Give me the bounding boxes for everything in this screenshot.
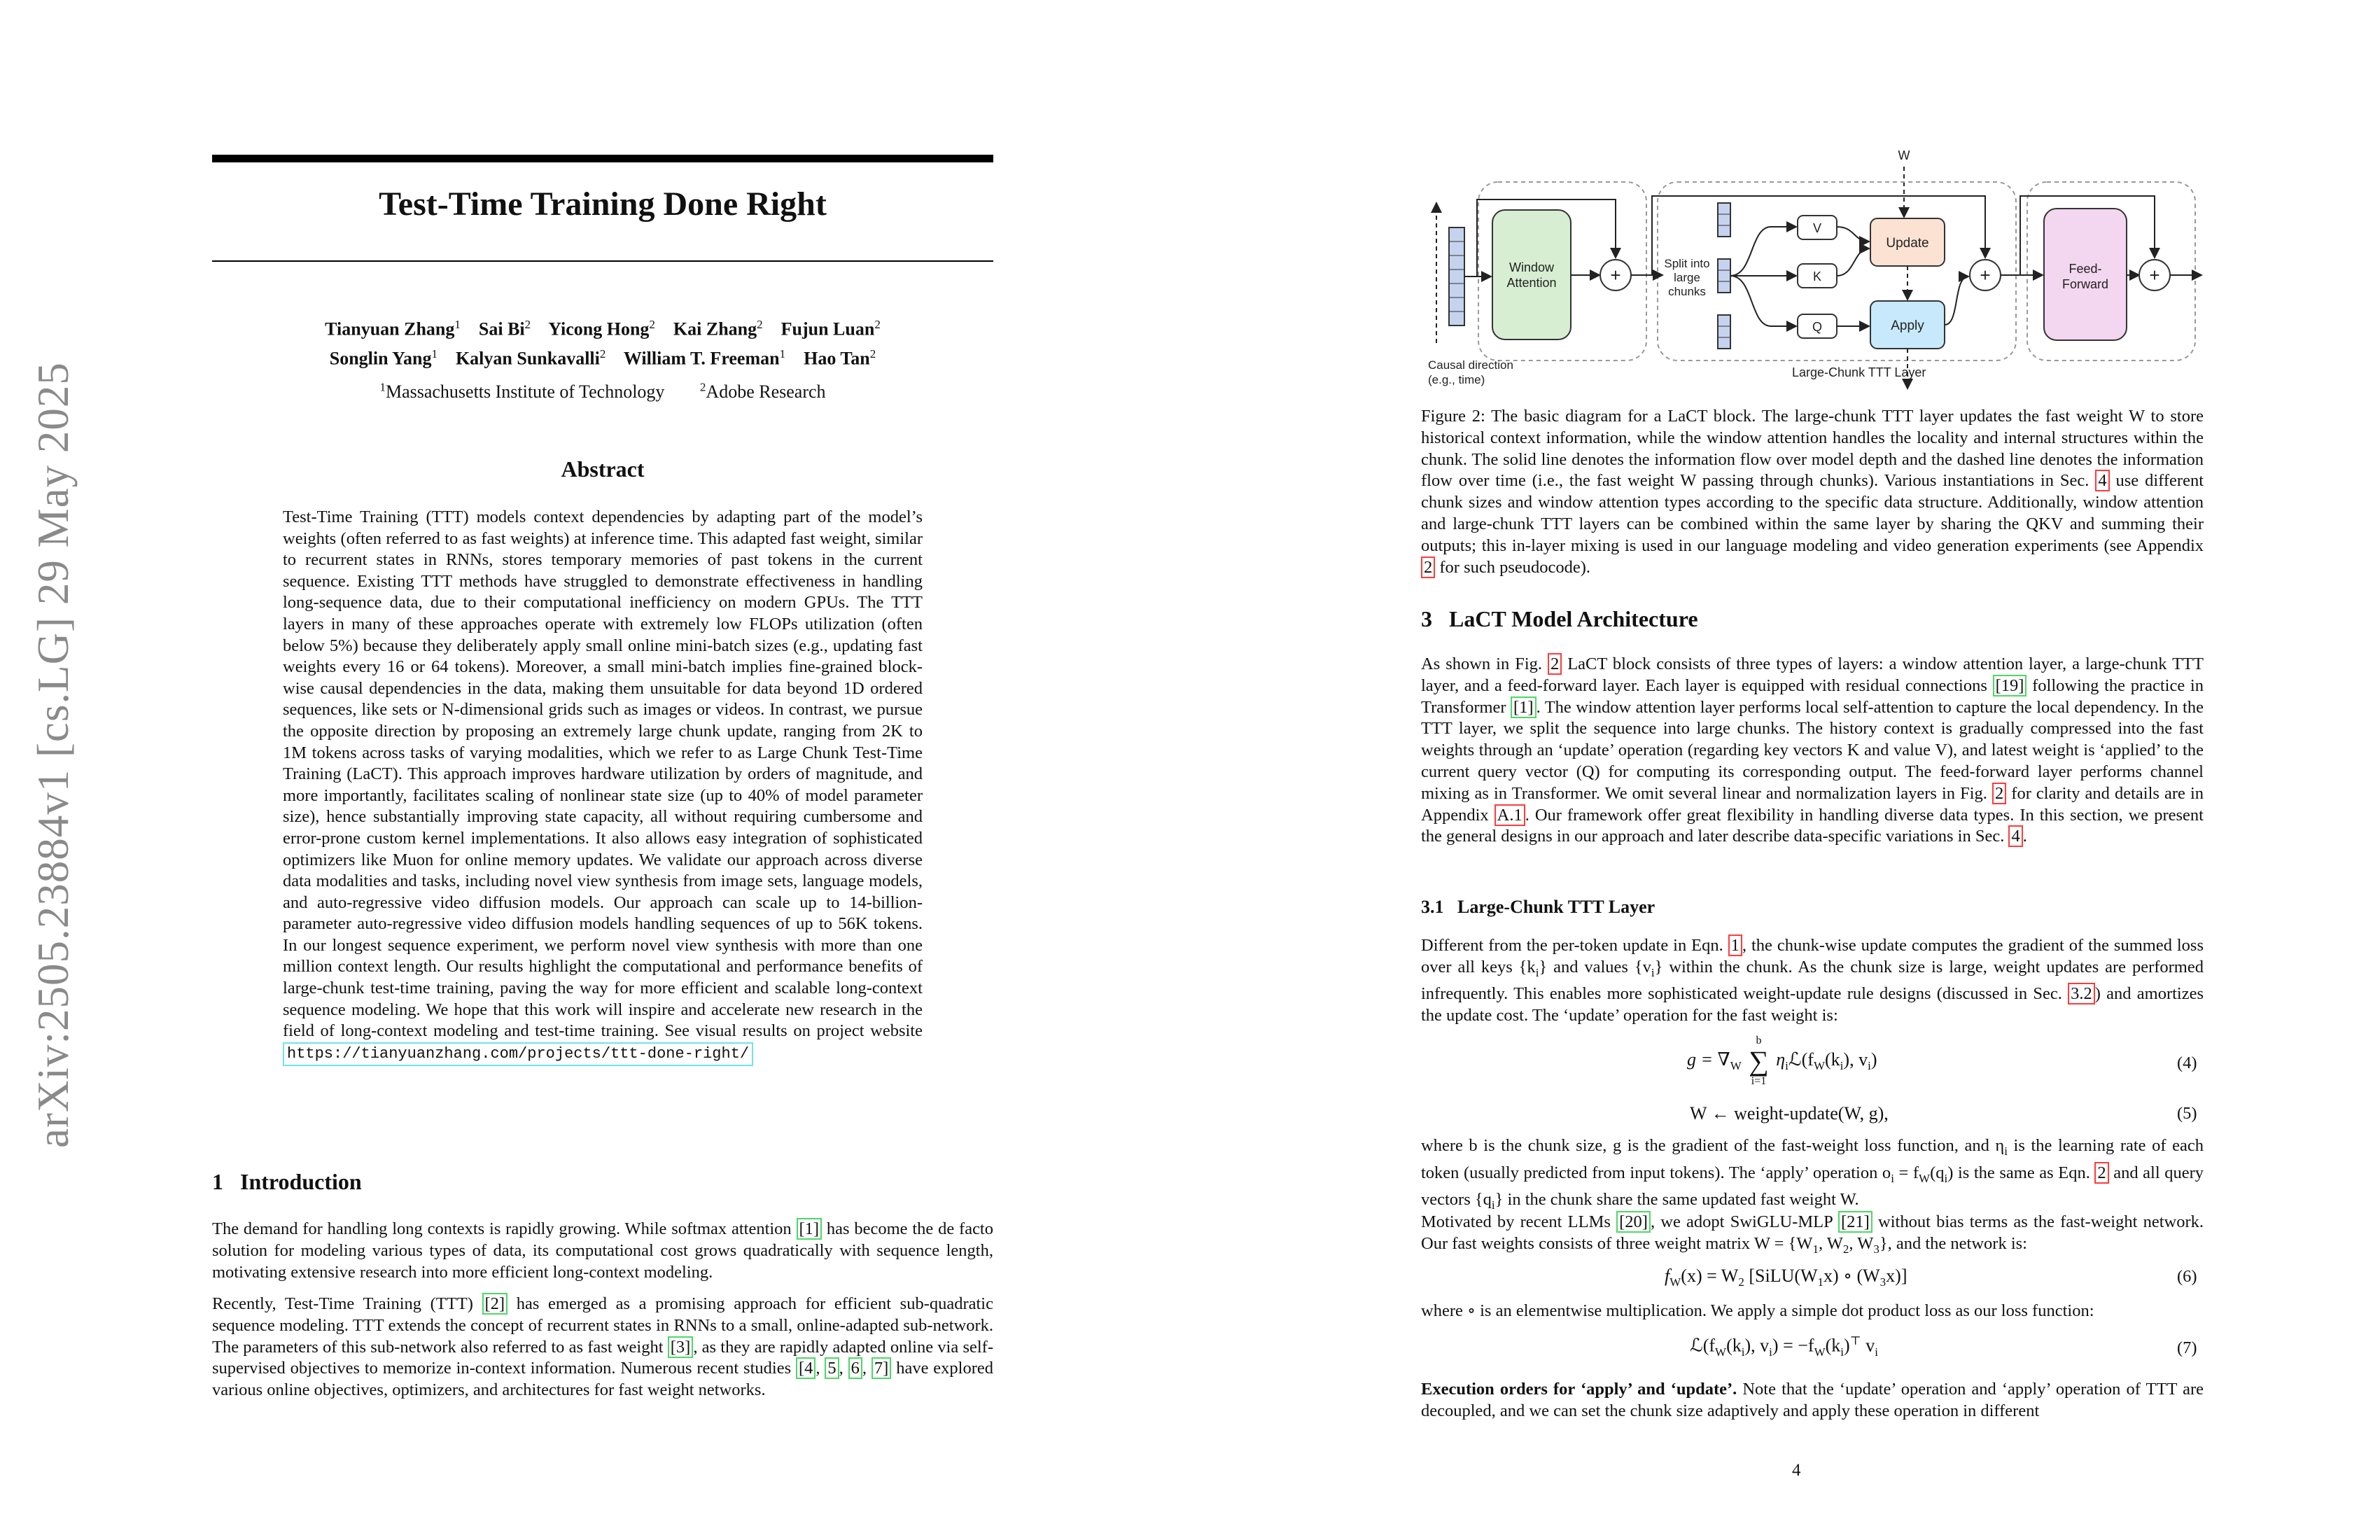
abstract-text: Test-Time Training (TTT) models context dependencies by adapting part of the model’s weights (often referred to as fast weights) at inference time. This adapted fast weight, similar to recurrent states in RNNs, stores temporary memories of past tokens in the current sequence. Existing TTT methods have struggled to demonstrate effectiveness in handling long-sequence data, due to their computational inefficiency on modern GPUs. The TTT layers in many of these approaches operate with extremely low FLOPs utilization (often below 5%) because they deliberately apply small online mini-batch sizes (e.g., updating fast weights every 16 or 64 tokens). Moreover, a small mini-batch implies fine-grained block-wise causal dependencies in the data, making them unsuitable for data beyond 1D ordered sequences, like sets or N-dimensional grids such as images or videos. In contrast, we pursue the opposite direction by proposing an extremely large chunk update, ranging from 2K to 1M tokens across tasks of varying modalities, which we refer to as Large Chunk Test-Time Training (LaCT). This approach improves hardware utilization by orders of magnitude, and more importantly, facilitates scaling of nonlinear state size (up to 40% of model parameter size), hence substantially improving state capacity, all without requiring cumbersome and error-prone custom kernel implementations. It also allows easy integration of sophisticated optimizers like Muon for online memory updates. We validate our approach across diverse data modalities and tasks, including novel view synthesis from image sets, language models, and auto-regressive video diffusion models. Our approach can scale up to 14-billion-parameter auto-regressive video diffusion models handling sequences of up to 56K tokens. In our longest sequence experiment, we perform novel view synthesis with more than one million context length. Our results highlight the computational and performance benefits of large-chunk test-time training, paving the way for more efficient and scalable long-context sequence modeling. We hope that this work will inspire and accelerate new research in the field of long-context modeling and test-time training. See visual results on project website	[283, 507, 923, 1041]
equation-5: W ← weight-update(W, g),	[1690, 1103, 1889, 1124]
author-affil-sup: 2	[757, 318, 763, 331]
text-run: where b is the chunk size, g is the gradient of the fast-weight loss function, and η	[1421, 1136, 2005, 1155]
text-run: has become the de facto solution for modeling various types of data, its computational cost grows quadratically with sequence length, motivating extensive research into more efficient long-context modeling.	[212, 1219, 993, 1282]
text-run: ) is the same as Eqn.	[1947, 1163, 2095, 1182]
input-token-stack	[1449, 227, 1464, 326]
affiliation-2	[700, 382, 826, 402]
fast-weight-w-label: W	[1898, 148, 1910, 162]
plus-2: +	[1980, 265, 1991, 286]
split-label-3: chunks	[1668, 285, 1706, 298]
text-run: . The window attention layer performs local self-attention to capture the local dependency. In the TTT layer, we split the sequence into large chunks. The history context is gradually compressed into the fast weights through an ‘update’ operation (regarding key vectors K and value V), and latest weight is ‘applied’ to the current query vector (Q) for computing its corresponding output. The feed-forward layer performs channel mixing as in Transformer. We omit several linear and normalization layers in Fig.	[1421, 697, 2204, 803]
author-affil-sup: 2	[874, 318, 881, 331]
equation-4: $g = \nabla_W$ b ∑ i=1 $\eta_iℒ(f_W(k_i)$, $v_i$)	[1687, 1035, 1877, 1087]
eq-text: f	[1665, 1266, 1670, 1286]
eq-text: [SiLU(W	[1744, 1266, 1818, 1286]
eq-text: (x) = W	[1681, 1266, 1739, 1286]
text-run: have explored various online objectives, optimizers, and architectures for fast weight networks.	[212, 1359, 994, 1400]
text-run: , W	[1849, 1233, 1874, 1253]
citation-link[interactable]: [20]	[1616, 1211, 1651, 1233]
author-affil-sup: 2	[649, 318, 655, 331]
text-run: Motivated by recent LLMs	[1421, 1212, 1617, 1231]
text-run: following the practice in Transformer	[1421, 676, 2204, 717]
sum-lower: i=1	[1751, 1075, 1767, 1087]
citation-link[interactable]: [19]	[1993, 675, 2027, 696]
text-run: Different from the per-token update in Eqn.	[1421, 936, 1728, 955]
intro-paragraph-1	[212, 1219, 993, 1283]
text-run: = f	[1893, 1163, 1919, 1182]
eq-sub: W	[1670, 1275, 1681, 1289]
section-3-paragraph	[1421, 654, 2204, 848]
author-affil-sup: 1	[779, 346, 786, 360]
sum-upper: b	[1756, 1035, 1762, 1046]
author-name: Yicong Hong	[548, 318, 650, 340]
ttt-layer-label: Large-Chunk TTT Layer	[1792, 365, 1926, 379]
page-number: 4	[1792, 1461, 1801, 1480]
citation-link[interactable]: [4	[796, 1357, 816, 1379]
section-title: LaCT Model Architecture	[1449, 606, 1698, 631]
citation-link[interactable]: [21]	[1838, 1211, 1872, 1233]
author-affil-sup: 1	[454, 318, 461, 331]
text-run: , as they are rapidly adapted online via self-supervised objectives to memorize in-context information. Numerous recent studies	[212, 1337, 993, 1378]
arxiv-sidebar-id: arXiv:2505.23884v1 [cs.LG] 29 May 2025	[29, 362, 78, 1148]
equation-7-number: (7)	[2177, 1338, 2197, 1357]
appendix-ref-link[interactable]: 2	[1421, 556, 1435, 578]
text-run: (q	[1930, 1163, 1945, 1182]
section-3-1-paragraph-4: where ∘ is an elementwise multiplication. We apply a simple dot product loss as our loss function:	[1421, 1301, 2094, 1320]
figure-ref-link[interactable]: 2	[1992, 783, 2006, 804]
update-label: Update	[1886, 236, 1929, 251]
section-ref-link[interactable]: 4	[2095, 470, 2109, 491]
eq-text: x) ∘ (W	[1823, 1266, 1880, 1286]
author-affil-sup: 2	[599, 346, 606, 360]
author-affil-sup: 2	[524, 318, 531, 331]
intro-heading	[212, 1169, 362, 1195]
v-label: V	[1812, 221, 1822, 235]
author-line-1	[212, 312, 993, 342]
chunk-stacks	[1718, 203, 1730, 349]
figure-2-caption	[1421, 406, 2204, 578]
text-run: , we adopt SwiGLU-MLP	[1650, 1212, 1839, 1231]
text-run: . Our framework offer great flexibility in handling diverse data types. In this section, we present the general designs in our approach and later describe data-specific variations in Sec.	[1421, 805, 2204, 846]
section-ref-link[interactable]: 4	[2008, 825, 2022, 847]
ff-label-1: Feed-	[2068, 262, 2102, 276]
apply-label: Apply	[1891, 318, 1924, 333]
paper-title: Test-Time Training Done Right	[379, 186, 827, 223]
text-run: , the chunk-wise update computes the gradient of the summed loss over all keys {k	[1421, 936, 2204, 976]
author-name: Songlin Yang	[329, 348, 432, 369]
affil-sup: 2	[699, 380, 706, 393]
text-run: .	[2022, 827, 2027, 846]
eq-text: )	[1870, 1049, 1877, 1070]
text-run: is the learning rate of each token (usually predicted from input tokens). The ‘apply’ operation o	[1421, 1136, 2204, 1182]
eq-text: ), v	[1744, 1335, 1770, 1356]
title-bottom-rule	[212, 260, 993, 262]
text-run: Note that the ‘update’ operation and ‘apply’ operation of TTT are decoupled, and we can set the chunk size adaptively and apply these operation in different	[1421, 1380, 2204, 1420]
citation-link[interactable]: [1]	[797, 1218, 822, 1240]
section-3-1-paragraph-5	[1421, 1379, 2204, 1422]
plus-1: +	[1610, 265, 1621, 286]
title-top-rule	[212, 155, 993, 162]
equation-ref-link[interactable]: 1	[1728, 934, 1742, 956]
citation-link[interactable]: 6	[848, 1357, 862, 1379]
eq-text: ), v	[1843, 1049, 1868, 1070]
author-name: Kalyan Sunkavalli	[455, 348, 600, 369]
text-run: }, and the network is:	[1879, 1233, 2027, 1253]
author-name: Hao Tan	[804, 348, 870, 369]
section-number: 3	[1421, 606, 1432, 631]
citation-link[interactable]: 5	[825, 1357, 839, 1379]
window-attention-label-1: Window	[1508, 260, 1555, 274]
text-run: } in the chunk share the same updated fast weight W.	[1494, 1190, 1859, 1210]
equation-4-number: (4)	[2177, 1054, 2197, 1072]
figure-ref-link[interactable]: 2	[1548, 653, 1562, 675]
text-run: Recently, Test-Time Training (TTT)	[212, 1294, 482, 1313]
equation-ref-link[interactable]: 2	[2094, 1162, 2108, 1184]
abstract-heading: Abstract	[561, 456, 645, 482]
author-name: Fujun Luan	[780, 318, 875, 340]
section-title: Large-Chunk TTT Layer	[1457, 897, 1656, 917]
citation-link[interactable]: [1]	[1511, 696, 1536, 718]
eq-text: v	[1861, 1335, 1875, 1356]
split-label-1: Split into	[1664, 257, 1710, 270]
eq-text: x)]	[1886, 1266, 1907, 1286]
author-name: Kai Zhang	[673, 318, 757, 340]
affiliation-1	[379, 382, 664, 402]
author-affil-sup: 1	[431, 346, 438, 360]
to-q-arrow	[1730, 276, 1796, 326]
text-run: use different chunk sizes and window attention types according to the specific data structure. Additionally, window attention and large-chunk TTT layers can be combined within the same layer by sharing the QKV and summing their outputs; this in-layer mixing is used in our language modeling and video generation experiments (see Appendix	[1421, 471, 2204, 555]
author-name: William T. Freeman	[623, 348, 780, 369]
q-label: Q	[1812, 320, 1823, 334]
author-list	[212, 312, 993, 370]
citation-link[interactable]: [3]	[668, 1336, 694, 1358]
split-label-2: large	[1674, 271, 1700, 284]
text-run: } and values {v	[1539, 957, 1651, 976]
text-run: and all query vectors {q	[1421, 1163, 2204, 1210]
k-to-update-arrow	[1837, 248, 1869, 276]
citation-link[interactable]: 7]	[872, 1357, 891, 1379]
section-3-1-heading	[1421, 897, 1655, 918]
text-run: As shown in Fig.	[1421, 654, 1548, 673]
v-to-update-arrow	[1837, 227, 1869, 241]
section-number: 1	[212, 1169, 223, 1194]
citation-link[interactable]: [2]	[482, 1293, 508, 1315]
text-run: has emerged as a promising approach for efficient sub-quadratic sequence modeling. TTT extends the concept of recurrent states in RNNs to a small, online-adapted sub-network. The parameters of this sub-network also referred to as fast weight	[212, 1294, 993, 1357]
equation-6-number: (6)	[2177, 1267, 2197, 1286]
author-line-2	[212, 342, 993, 371]
affil-name: Massachusetts Institute of Technology	[385, 381, 665, 402]
eq-text: (k	[1726, 1335, 1742, 1356]
run-in-heading: Execution orders for ‘apply’ and ‘update’.	[1421, 1380, 1737, 1399]
abstract-body	[283, 507, 923, 1066]
section-3-heading	[1421, 606, 1698, 632]
ff-label-2: Forward	[2062, 277, 2109, 291]
affil-name: Adobe Research	[706, 381, 826, 402]
eq-text: ℒ(f	[1690, 1335, 1716, 1356]
text-run: for such pseudocode).	[1435, 557, 1591, 577]
to-v-arrow	[1730, 227, 1796, 276]
plus-3: +	[2149, 265, 2160, 286]
eq-text: (k	[1825, 1335, 1841, 1356]
author-name: Tianyuan Zhang	[325, 318, 455, 340]
text-run: LaCT block consists of three types of layers: a window attention layer, a large-chunk TTT layer, and a feed-forward layer. Each layer is equipped with residual connections	[1421, 654, 2204, 695]
project-url-link[interactable]: https://tianyuanzhang.com/projects/ttt-done-right/	[283, 1042, 753, 1067]
section-3-1-paragraph-1: Different from the per-token update in Eqn. 1 , the chunk-wise update computes the gradient of the summed loss over all keys $\{k_i\}$ and values $\{v_i\}$ within the chunk. As the chunk size is large, weight updates are performed infrequently. This enables more sophisticated weight-update rule designs (discussed in Sec. 3.2 ) and amortizes the update cost. The ‘update’ operation for the fast weight is:	[1421, 936, 2204, 1026]
section-3-1-paragraph-3: Motivated by recent LLMs [20] , we adopt SwiGLU-MLP [21] without bias terms as the fast-weight network. Our fast weights consists of three weight matrix $W = \{W_1$, $W_2$, $W_3$}, and the network is:	[1421, 1212, 2204, 1256]
causal-direction-label-1: Causal direction	[1428, 358, 1513, 372]
eq-text: ℒ(f	[1788, 1049, 1814, 1070]
equation-5-number: (5)	[2177, 1104, 2197, 1123]
text-run: } within the chunk. As the chunk size is large, weight updates are performed infrequently. This enables more sophisticated weight-update rule designs (discussed in Sec.	[1421, 957, 2204, 1004]
eq-text: ) = −f	[1772, 1335, 1814, 1356]
eq-text: )	[1844, 1335, 1850, 1356]
eq-text: (k	[1825, 1049, 1840, 1070]
causal-direction-label-2: (e.g., time)	[1428, 373, 1485, 386]
equation-7: $ℒ(f_W(k_i)$, $v_i) = -f_W(k_i)^⊤$ $v_i$	[1690, 1334, 1878, 1359]
eq-text: g = ∇	[1687, 1049, 1730, 1070]
section-title: Introduction	[240, 1169, 362, 1194]
eq-text: η	[1776, 1049, 1786, 1070]
window-attention-box	[1492, 210, 1571, 340]
k-label: K	[1812, 270, 1822, 284]
text-run: ) and amortizes the update cost. The ‘update’ operation for the fast weight is:	[1421, 984, 2204, 1026]
text-run: Figure 2: The basic diagram for a LaCT block. The large-chunk TTT layer updates the fast weight W to store historical context information, while the window attention handles the locality and internal structures within the chunk. The solid line denotes the information flow over model depth and the dashed line denotes the information flow over time (i.e., the fast weight W passing through chunks). Various instantiations in Sec.	[1421, 407, 2204, 491]
section-number: 3.1	[1421, 897, 1444, 917]
lact-block-diagram	[1421, 147, 2205, 392]
section-3-1-paragraph-2: where b is the chunk size, g is the gradient of the fast-weight loss function, and $\eta_i$ is the learning rate of each token (usually predicted from input tokens). The ‘apply’ operation $o_i = f_W(q_i)$ is the same as Eqn. 2 and all query vectors $\{q_i\}$ in the chunk share the same updated fast weight W.	[1421, 1136, 2204, 1212]
eq-sub: W	[1730, 1059, 1742, 1073]
equation-6: $f_W(x) = W_2$ [$SiLU(W_1x)$ ∘ $(W_3x)$]	[1665, 1266, 1907, 1289]
affiliations	[212, 380, 993, 402]
author-affil-sup: 2	[869, 346, 876, 360]
appendix-ref-link[interactable]: A.1	[1494, 804, 1525, 826]
text-run: without bias terms as the fast-weight network. Our fast weights consists of three weight matrix W = {W	[1421, 1212, 2204, 1253]
affil-sup: 1	[379, 380, 386, 393]
apply-to-plus-arrow	[1945, 276, 1968, 325]
text-run: , W	[1818, 1233, 1843, 1253]
text-run: for clarity and details are in Appendix	[1421, 783, 2204, 825]
intro-paragraph-2: Recently, Test-Time Training (TTT) [2] has emerged as a promising approach for efficient sub-quadratic sequence modeling. TTT extends the concept of recurrent states in RNNs to a small, online-adapted sub-network. The parameters of this sub-network also referred to as fast weight [3] , as they are rapidly adapted online via self-supervised objectives to memorize in-context information. Numerous recent studies [4 , 5 , 6 , 7] have explored various online objectives, optimizers, and architectures for fast weight networks.	[212, 1294, 994, 1400]
author-name: Sai Bi	[478, 318, 525, 340]
window-attention-label-2: Attention	[1506, 276, 1557, 290]
text-run: The demand for handling long contexts is rapidly growing. While softmax attention	[212, 1219, 797, 1238]
section-ref-link[interactable]: 3.2	[2068, 983, 2095, 1004]
